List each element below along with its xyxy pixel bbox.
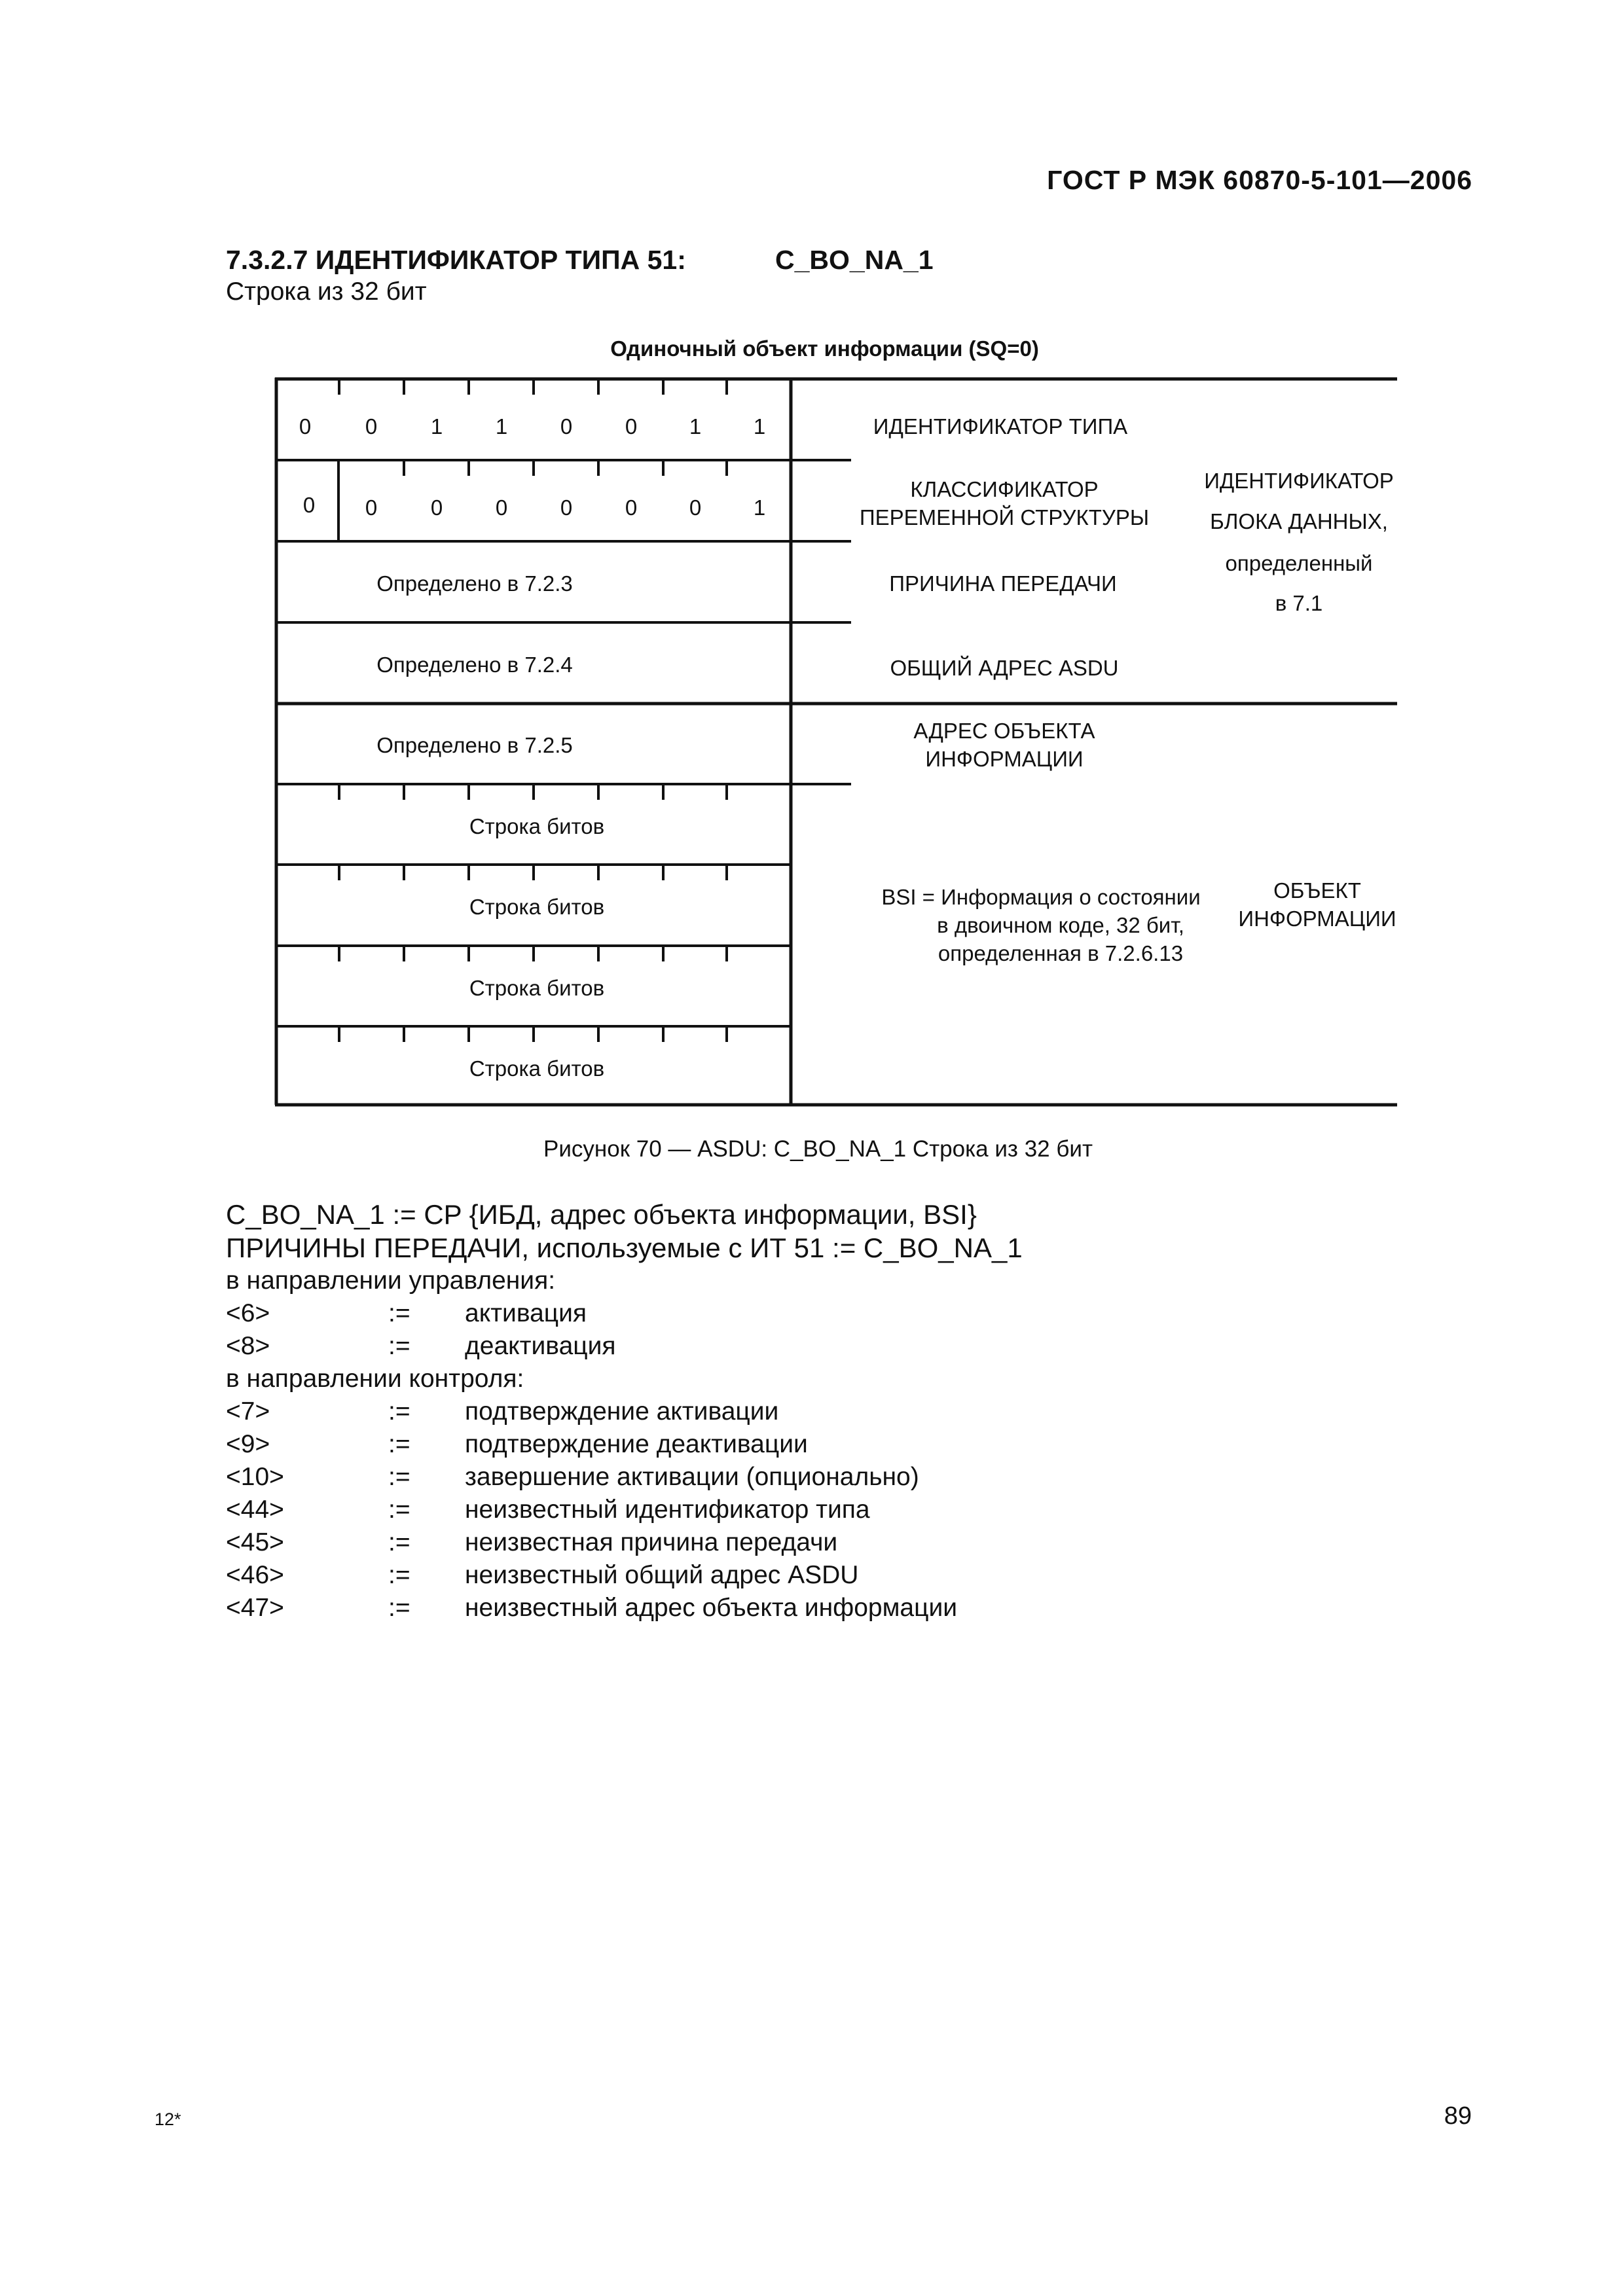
dui-label-1: ИДЕНТИФИКАТОР	[1204, 469, 1394, 493]
bit-r2-5: 0	[625, 495, 638, 520]
bit-r1-1: 0	[365, 414, 378, 439]
cot-desc: неизвестный идентификатор типа	[465, 1496, 870, 1524]
cot-code: <6>	[226, 1299, 270, 1327]
cot-code: <8>	[226, 1332, 270, 1360]
type-id-label: ИДЕНТИФИКАТОР ТИПА	[873, 414, 1128, 439]
standard-header: ГОСТ Р МЭК 60870-5-101—2006	[1047, 165, 1472, 195]
bit-r1-3: 1	[495, 414, 508, 439]
page-number: 89	[1444, 2102, 1472, 2130]
monitor-direction-heading: в направлении контроля:	[226, 1365, 524, 1393]
cot-desc: подтверждение активации	[465, 1397, 779, 1426]
cot-row-6	[226, 1299, 1012, 1332]
cot-op: :=	[388, 1299, 410, 1327]
sheet-mark: 12*	[155, 2109, 181, 2129]
bitstring-1: Строка битов	[469, 814, 605, 838]
cot-desc: завершение активации (опционально)	[465, 1463, 919, 1491]
bit-r1-5: 0	[625, 414, 638, 439]
figure-caption-wrap	[0, 1136, 1623, 1162]
dui-label-2: БЛОКА ДАННЫХ,	[1210, 509, 1388, 533]
section-title: 7.3.2.7 ИДЕНТИФИКАТОР ТИПА 51:	[226, 245, 686, 275]
vsq-label-1: КЛАССИФИКАТОР	[910, 477, 1099, 501]
ioa-label-1: АДРЕС ОБЪЕКТА	[913, 719, 1095, 743]
cot-desc: неизвестный общий адрес ASDU	[465, 1561, 859, 1589]
cot-row-8	[226, 1332, 1012, 1365]
cot-code: <46>	[226, 1561, 284, 1589]
bit-r1-7: 1	[753, 414, 766, 439]
ioa-label-2: ИНФОРМАЦИИ	[925, 747, 1084, 771]
bitstring-3: Строка битов	[469, 976, 605, 1000]
bit-r2-4: 0	[560, 495, 573, 520]
control-direction-heading: в направлении управления:	[226, 1266, 556, 1295]
cot-row-44	[226, 1496, 1012, 1528]
cot-row-7	[226, 1397, 1012, 1430]
section-code: C_BO_NA_1	[775, 245, 934, 275]
section-subtitle: Строка из 32 бит	[226, 278, 427, 306]
defined-7-2-4: Определено в 7.2.4	[376, 653, 573, 677]
bit-r1-4: 0	[560, 414, 573, 439]
io-label-2: ИНФОРМАЦИИ	[1238, 906, 1396, 931]
vsq-label-2: ПЕРЕМЕННОЙ СТРУКТУРЫ	[859, 505, 1150, 529]
cot-op: :=	[388, 1397, 410, 1426]
cot-code: <7>	[226, 1397, 270, 1426]
cot-code: <9>	[226, 1430, 270, 1458]
bit-r1-0: 0	[299, 414, 312, 439]
bit-r2-1: 0	[365, 495, 378, 520]
cot-label: ПРИЧИНА ПЕРЕДАЧИ	[889, 571, 1117, 596]
figure-caption: Рисунок 70 — ASDU: C_BO_NA_1 Строка из 32 бит	[543, 1136, 1093, 1162]
bit-r1-6: 1	[689, 414, 702, 439]
cot-op: :=	[388, 1528, 410, 1556]
cot-op: :=	[388, 1496, 410, 1524]
cot-code: <10>	[226, 1463, 284, 1491]
cot-heading: ПРИЧИНЫ ПЕРЕДАЧИ, используемые с ИТ 51 := C_BO_NA_1	[226, 1232, 1023, 1263]
dui-label-4: в 7.1	[1275, 591, 1323, 615]
defined-7-2-5: Определено в 7.2.5	[376, 733, 573, 757]
bit-r2-0: 0	[302, 493, 316, 517]
dui-label-3: определенный	[1225, 551, 1373, 575]
defined-7-2-3: Определено в 7.2.3	[376, 571, 573, 596]
cot-row-9	[226, 1430, 1012, 1463]
cot-op: :=	[388, 1430, 410, 1458]
bit-r2-2: 0	[430, 495, 443, 520]
cot-op: :=	[388, 1594, 410, 1622]
bsi-label-2: в двоичном коде, 32 бит,	[937, 913, 1184, 937]
cot-code: <44>	[226, 1496, 284, 1524]
cot-code: <45>	[226, 1528, 284, 1556]
cot-row-45	[226, 1528, 1012, 1561]
bit-r2-7: 1	[753, 495, 766, 520]
cot-desc: неизвестный адрес объекта информации	[465, 1594, 958, 1622]
cot-code: <47>	[226, 1594, 284, 1622]
cot-desc: подтверждение деактивации	[465, 1430, 808, 1458]
bit-r1-2: 1	[430, 414, 443, 439]
cot-row-47	[226, 1594, 1012, 1626]
bsi-label-3: определенная в 7.2.6.13	[938, 941, 1184, 965]
bitstring-4: Строка битов	[469, 1056, 605, 1081]
cot-desc: неизвестная причина передачи	[465, 1528, 838, 1556]
cot-desc: активация	[465, 1299, 587, 1327]
bitstring-2: Строка битов	[469, 895, 605, 919]
diagram-title: Одиночный объект информации (SQ=0)	[610, 336, 1039, 361]
cot-row-46	[226, 1561, 1012, 1594]
bit-r2-6: 0	[689, 495, 702, 520]
bsi-label-1: BSI = Информация о состоянии	[881, 885, 1201, 909]
cot-desc: деактивация	[465, 1332, 616, 1360]
cot-op: :=	[388, 1332, 410, 1360]
bit-r2-3: 0	[495, 495, 508, 520]
asdu-formula: C_BO_NA_1 := CP {ИБД, адрес объекта информации, BSI}	[226, 1199, 977, 1230]
cot-op: :=	[388, 1463, 410, 1491]
io-label-1: ОБЪЕКТ	[1273, 878, 1361, 903]
common-address-label: ОБЩИЙ АДРЕС ASDU	[890, 656, 1119, 680]
cot-row-10	[226, 1463, 1012, 1496]
cot-op: :=	[388, 1561, 410, 1589]
